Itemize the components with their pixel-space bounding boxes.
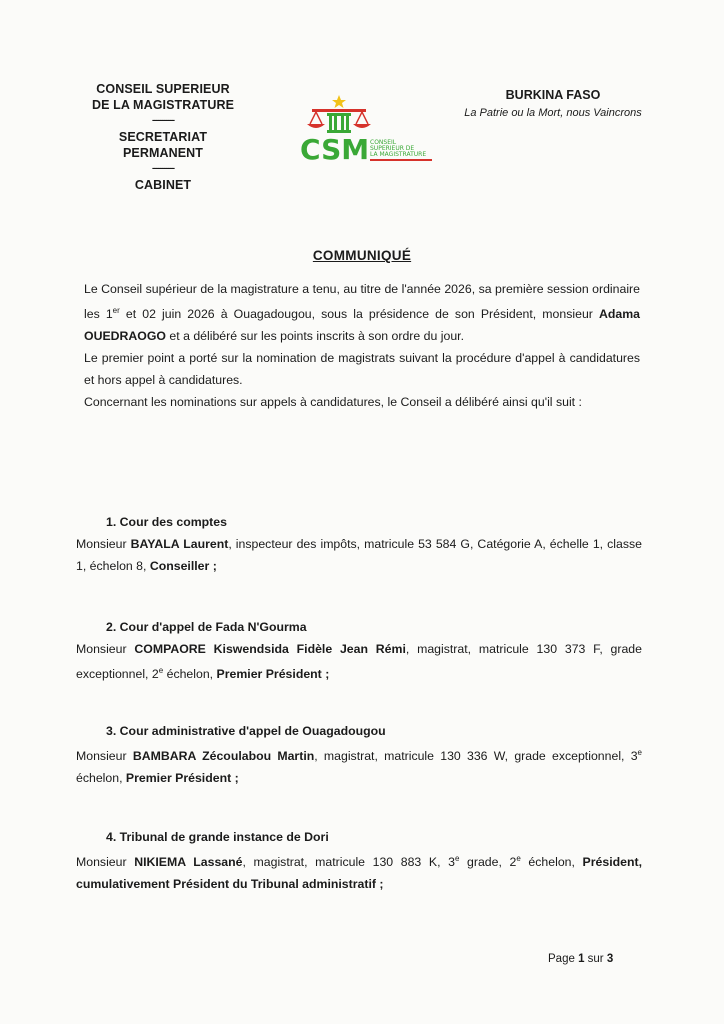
document-title: COMMUNIQUÉ (312, 248, 412, 263)
logo-sub-3: LA MAGISTRATURE (370, 151, 427, 158)
appointee-name: NIKIEMA Lassané (134, 855, 243, 870)
item-heading: 2. Cour d'appel de Fada N'Gourma (106, 620, 307, 634)
appointee-name: COMPAORE Kiswendsida Fidèle Jean Rémi (134, 642, 406, 656)
issuer-separator-1: ----------- (152, 115, 174, 125)
appointee-function: Premier Président ; (216, 667, 330, 682)
president-name: Adama OUEDRAOGO (84, 307, 640, 344)
logo-sub-2: SUPERIEUR DE (370, 145, 415, 152)
country-name: BURKINA FASO (505, 88, 601, 102)
csm-logo (298, 92, 440, 168)
item-heading: 4. Tribunal de grande instance de Dori (106, 830, 329, 844)
item-text: Monsieur NIKIEMA Lassané, magistrat, matricule 130 883 K, 3e grade, 2e échelon, Président, cumulativement Président du Tribunal administratif ; (76, 854, 642, 892)
appointee-function: Président, cumulativement Président du Tribunal administratif ; (76, 855, 642, 892)
intro-paragraph-2: Le premier point a porté sur la nomination de magistrats suivant la procédure d'appel à candidatures et hors appel à candidatures. (84, 351, 640, 388)
item-text: Monsieur COMPAORE Kiswendsida Fidèle Jean Rémi, magistrat, matricule 130 373 F, grade exceptionnel, 2e échelon, Premier Président ; (76, 642, 642, 682)
appointee-function: Conseiller ; (149, 559, 217, 573)
appointee-function: Premier Président ; (125, 771, 239, 786)
national-motto: La Patrie ou la Mort, nous Vaincrons (464, 107, 642, 119)
logo-acronym: CSM (300, 133, 370, 166)
logo-sub-1: CONSEIL (370, 139, 397, 146)
issuer-line-1: CONSEIL SUPERIEUR (96, 82, 230, 96)
appointment-item-3 (76, 720, 642, 789)
appointment-item-1 (76, 511, 642, 577)
issuer-line-2: DE LA MAGISTRATURE (91, 98, 235, 112)
item-text: Monsieur BAMBARA Zécoulabou Martin, magistrat, matricule 130 336 W, grade exceptionnel, 3e échelon, Premier Président ; (76, 748, 642, 786)
star-icon (332, 95, 346, 108)
item-heading: 3. Cour administrative d'appel de Ouagadougou (106, 724, 386, 738)
intro-text (84, 278, 640, 413)
appointment-item-2 (76, 616, 642, 685)
item-text: Monsieur BAYALA Laurent, inspecteur des impôts, matricule 53 584 G, Catégorie A, échelle 1, classe 1, échelon 8, Conseiller ; (76, 537, 642, 573)
page-number: Page 1 sur 3 (548, 953, 614, 965)
item-heading: 1. Cour des comptes (106, 515, 227, 529)
appointee-name: BAMBARA Zécoulabou Martin (132, 749, 315, 764)
issuer-separator-2: ----------- (152, 163, 174, 173)
intro-paragraph-1: Le Conseil supérieur de la magistrature a tenu, au titre de l'année 2026, sa première session ordinaire les 1er et 02 juin 2026 à Ouagadougou, sous la présidence de son Président, monsieur Adama OUEDRAOGO et a délibéré sur les points inscrits à son ordre du jour. (84, 282, 640, 344)
intro-paragraph-3: Concernant les nominations sur appels à candidatures, le Conseil a délibéré ainsi qu'il suit : (84, 395, 582, 410)
issuer-block (78, 81, 248, 193)
issuer-line-3: SECRETARIAT PERMANENT (118, 130, 208, 160)
appointee-name: BAYALA Laurent (130, 537, 229, 551)
issuer-line-4: CABINET (134, 178, 192, 192)
appointment-item-4 (76, 826, 642, 895)
country-block (450, 88, 656, 119)
scales-of-justice-icon (298, 92, 440, 168)
